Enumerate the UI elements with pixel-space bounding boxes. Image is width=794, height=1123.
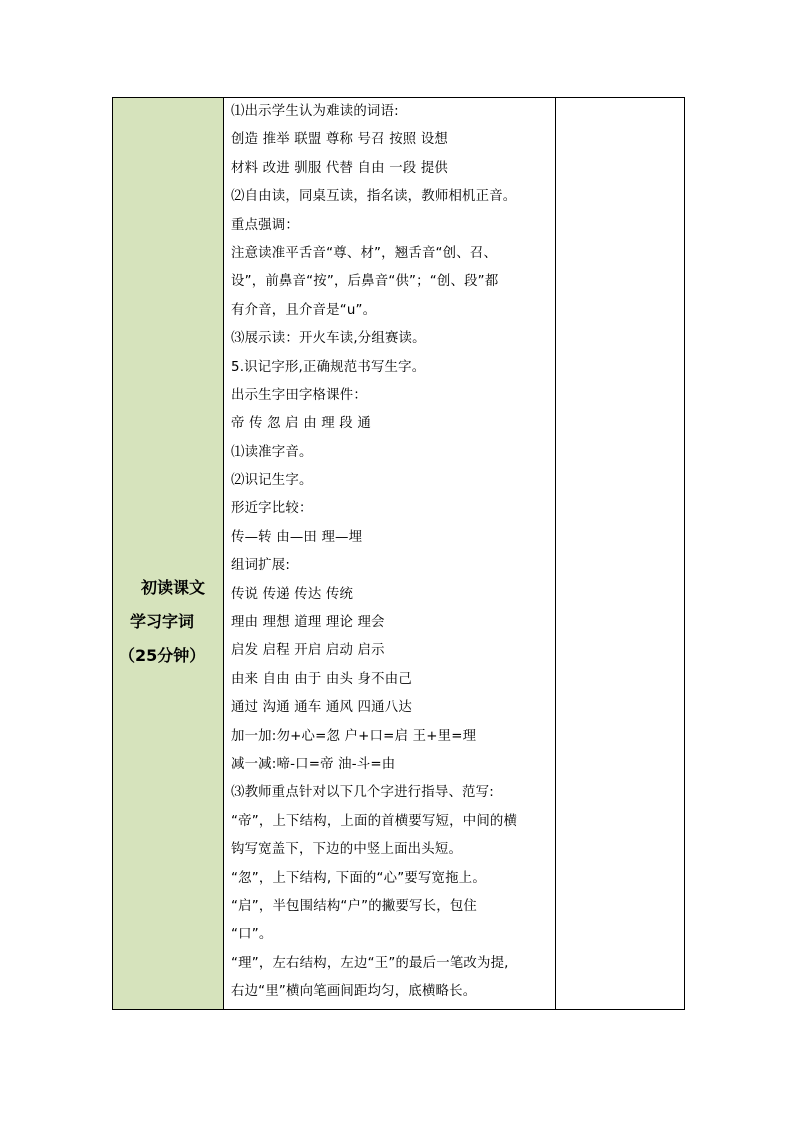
lesson-plan-table [112, 97, 685, 1010]
content-line: 钩写宽盖下，下边的中竖上面出头短。 [231, 842, 463, 858]
content-line: 启发 启程 开启 启动 启示 [231, 643, 385, 659]
content-line: 材料 改进 驯服 代替 自由 一段 提供 [231, 160, 449, 176]
content-line: ⑴读准字音。 [231, 444, 313, 460]
notes-cell [556, 98, 684, 1009]
stage-cell [113, 98, 224, 1009]
content-line: ⑴出示学生认为难读的词语: [231, 104, 399, 119]
content-line: 注意读准平舌音“尊、材”，翘舌音“创、召、 [231, 245, 498, 261]
content-line: “启”，半包围结构“户”的撇要写长，包住 [231, 898, 477, 914]
content-line: ⑵自由读，同桌互读，指名读，教师相机正音。 [231, 189, 517, 205]
content-line: 减一减:啼-口=帝 油-斗=由 [231, 756, 396, 772]
content-line: 设”，前鼻音“按”，后鼻音“供”；“创、段”都 [231, 274, 499, 290]
content-line: 组词扩展: [231, 558, 291, 574]
content-line: “忽”，上下结构, 下面的“心”要写宽拖上。 [231, 870, 486, 886]
content-line: ⑶教师重点针对以下几个字进行指导、范写: [231, 785, 494, 801]
content-line: 有介音，且介音是“u”。 [231, 302, 377, 318]
content-line: 通过 沟通 通车 通风 四通八达 [231, 700, 412, 716]
content-line: 帝 传 忽 启 由 理 段 通 [231, 416, 371, 432]
content-line: 由来 自由 由于 由头 身不由己 [231, 671, 412, 687]
content-line: 右边“里”横向笔画间距均匀，底横略长。 [231, 984, 477, 1000]
content-line: 传—转 由—田 理—埋 [231, 529, 363, 545]
content-line: 出示生字田字格课件： [231, 387, 367, 403]
content-line: 理由 理想 道理 理论 理会 [231, 615, 385, 631]
content-line: 5.识记字形,正确规范书写生字。 [231, 359, 426, 375]
stage-duration: （25分钟） [119, 646, 206, 665]
content-line: 加一加:勿+心=忽 户+口=启 王+里=理 [231, 728, 477, 744]
content-cell [224, 98, 556, 1009]
stage-title-line1: 初读课文 [141, 578, 206, 597]
stage-title-line2: 学习字词 [130, 612, 195, 631]
content-line: 创造 推举 联盟 尊称 号召 按照 设想 [231, 132, 449, 148]
content-line: “帝”，上下结构，上面的首横要写短，中间的横 [231, 813, 518, 829]
content-line: ⑶展示读：开火车读,分组赛读。 [231, 331, 426, 347]
content-line: 重点强调： [231, 217, 299, 233]
content-line: ⑵识记生字。 [231, 473, 313, 489]
content-line: 形近字比较： [231, 501, 313, 517]
content-line: “理”，左右结构，左边“王”的最后一笔改为提, [231, 955, 509, 971]
content-line: “口”。 [231, 927, 273, 943]
content-line: 传说 传递 传达 传统 [231, 586, 354, 602]
